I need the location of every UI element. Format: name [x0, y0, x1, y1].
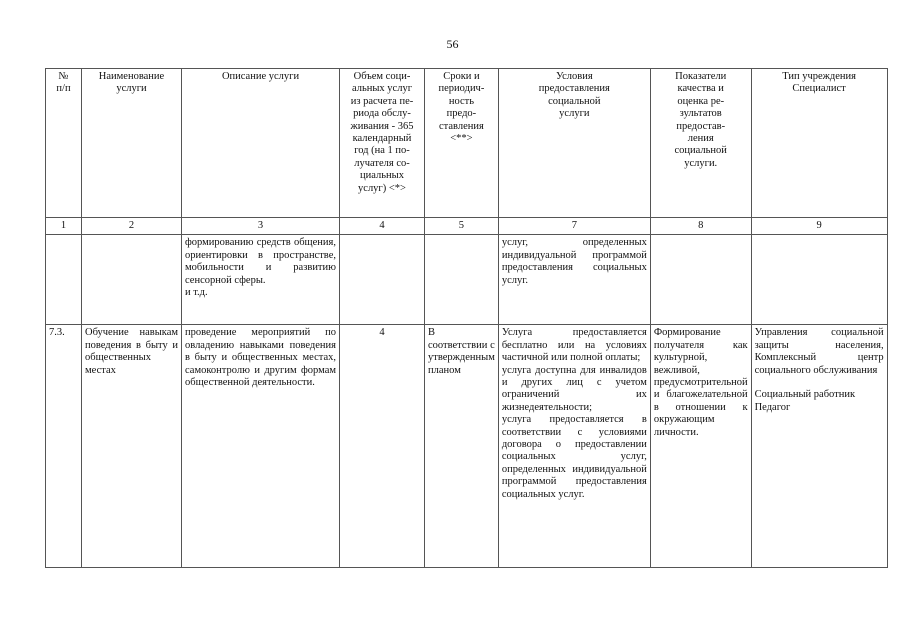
header-row: [46, 69, 888, 218]
row-period: [425, 235, 499, 325]
column-number: 7: [498, 218, 650, 235]
row-name: [82, 235, 182, 325]
row-institution: [751, 235, 887, 325]
row-num: [46, 235, 82, 325]
header-institution: Тип учреждения Специалист: [751, 69, 887, 218]
row-name: Обучение навыкам поведения в быту и общественных местах: [82, 325, 182, 568]
row-description: формированию средств общения, ориентировки в пространстве, мобильности и развитию сенсорной сферы. и т.д.: [182, 235, 340, 325]
row-quality: Формирование получателя как культурной, вежливой, предусмотрительной и благожелательной в отношении к окружающим личности.: [650, 325, 751, 568]
column-number: 1: [46, 218, 82, 235]
table-row: [46, 325, 888, 568]
row-conditions: услуг, определенных индивидуальной программой предоставления социальных услуг.: [498, 235, 650, 325]
row-volume: [340, 235, 425, 325]
row-quality: [650, 235, 751, 325]
column-number: 3: [182, 218, 340, 235]
column-number: 2: [82, 218, 182, 235]
column-number: 8: [650, 218, 751, 235]
header-period: Сроки и периодич- ность предо- ставления <**>: [425, 69, 499, 218]
column-number: 5: [425, 218, 499, 235]
row-num: 7.3.: [46, 325, 82, 568]
header-name: Наименование услуги: [82, 69, 182, 218]
column-numbers-row: [46, 218, 888, 235]
services-table: [45, 68, 888, 568]
row-period: В соответствии с утвержденным планом: [425, 325, 499, 568]
row-conditions: Услуга предоставляется бесплатно или на условиях частичной или полной оплаты; услуга доступна для инвалидов и других лиц с учетом ограничений их жизнедеятельности; услуга предоставляется в соответствии с условиями договора о предоставлении социальных услуг, определенных индивидуальной программой предоставления социальных услуг.: [498, 325, 650, 568]
row-volume: 4: [340, 325, 425, 568]
column-number: 4: [340, 218, 425, 235]
header-num: № п/п: [46, 69, 82, 218]
page-number: 56: [446, 37, 459, 51]
header-description: Описание услуги: [182, 69, 340, 218]
row-description: проведение мероприятий по овладению навыками поведения в быту и общественных местах, самоконтролю и другим формам общественной деятельности.: [182, 325, 340, 568]
column-number: 9: [751, 218, 887, 235]
header-quality: Показатели качества и оценка ре- зультатов предостав- ления социальной услуги.: [650, 69, 751, 218]
table-row: [46, 235, 888, 325]
header-conditions: Условия предоставления социальной услуги: [498, 69, 650, 218]
header-volume: Объем соци- альных услуг из расчета пе- риода обслу- живания - 365 календарный год (на 1 по- лучателя со- циальных услуг) <*>: [340, 69, 425, 218]
row-institution: Управления социальной защиты населения, Комплексный центр социального обслуживания Социальный работник Педагог: [751, 325, 887, 568]
